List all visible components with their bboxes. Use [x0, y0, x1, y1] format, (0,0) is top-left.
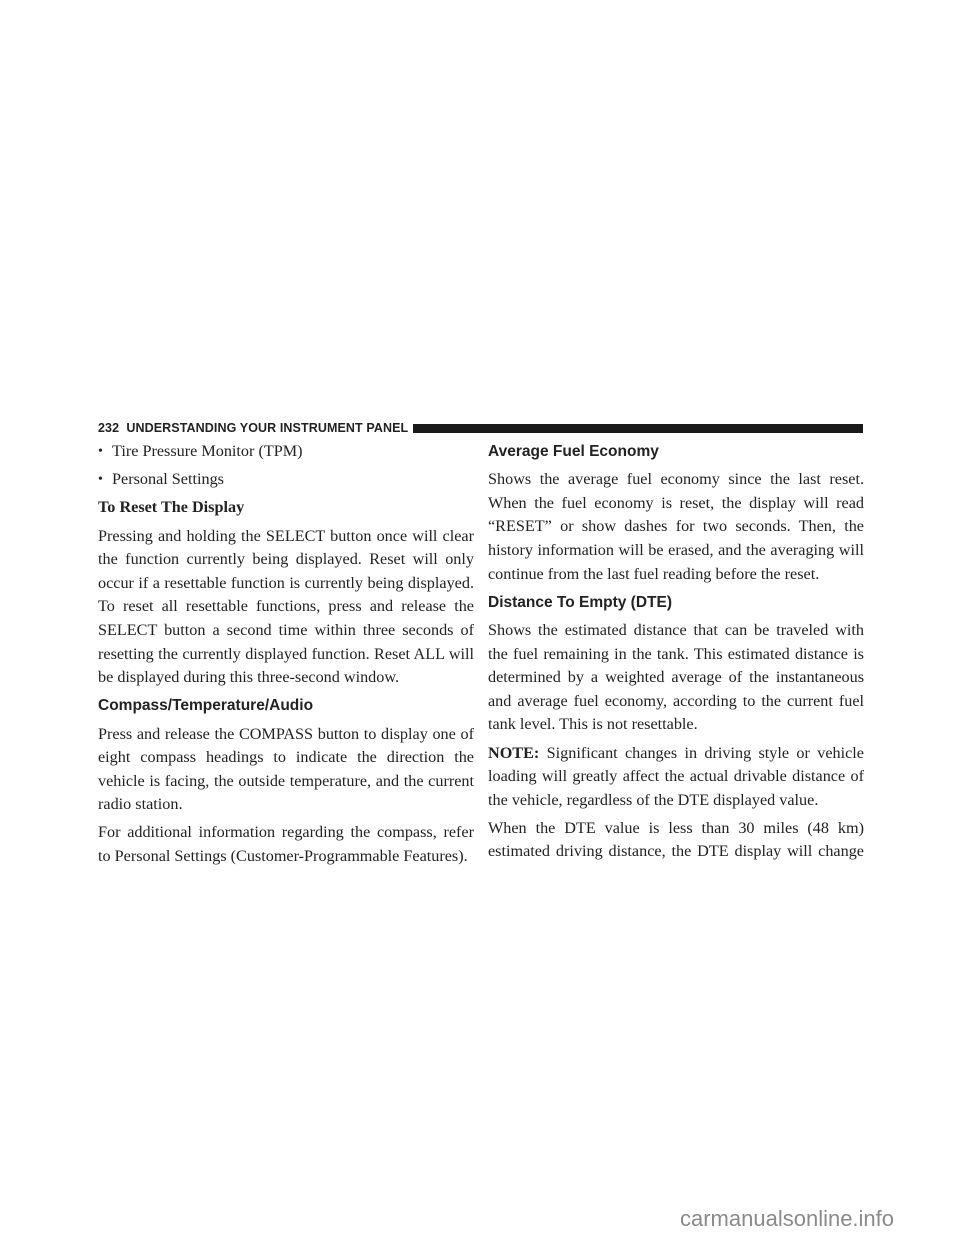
text-line: be displayed during this three-second window.: [98, 668, 400, 687]
text-line: continue from the last fuel reading before the reset.: [488, 564, 820, 583]
compass-paragraph: [98, 723, 474, 817]
watermark: carmanualsonline.info: [680, 1206, 895, 1231]
distance-to-empty-heading: Distance To Empty (DTE): [488, 593, 673, 611]
note-text: Significant changes in driving style or vehicle: [546, 743, 864, 762]
text-line: “RESET” or show dashes for two seconds. Then, the: [488, 517, 864, 536]
text-line: When the fuel economy is reset, the display will read: [488, 493, 864, 512]
bullet-icon: •: [98, 444, 103, 459]
compass-info-paragraph: [98, 821, 474, 868]
page-number: 232: [98, 421, 120, 435]
text-line: Shows the average fuel economy since the last reset.: [488, 470, 864, 489]
text-line: To reset all resettable functions, press and release the: [98, 597, 474, 616]
text-line: SELECT button a second time within three seconds of: [98, 620, 474, 639]
reset-display-heading: To Reset The Display: [98, 498, 245, 517]
text-line: the function currently being displayed. Reset will only: [98, 550, 474, 569]
text-line: When the DTE value is less than 30 miles (48 km): [488, 818, 864, 837]
dte-low-paragraph: [488, 817, 864, 864]
text-line: history information will be erased, and the averaging will: [488, 540, 864, 559]
dte-paragraph: [488, 619, 864, 737]
list-item-text: Personal Settings: [112, 470, 224, 489]
text-line: For additional information regarding the compass, refer: [98, 823, 474, 842]
list-item: [98, 468, 474, 492]
text-line: estimated driving distance, the DTE display will change: [488, 842, 864, 861]
text-line: and average fuel economy, according to the current fuel: [488, 691, 864, 710]
text-line: resetting the currently displayed function. Reset ALL will: [98, 644, 474, 663]
compass-heading: Compass/Temperature/Audio: [98, 697, 314, 715]
list-item: [98, 440, 474, 464]
note-label: NOTE:: [488, 743, 540, 762]
reset-paragraph: [98, 525, 474, 690]
text-line: eight compass headings to indicate the direction the: [98, 748, 474, 767]
text-line: [488, 742, 864, 766]
bullet-icon: •: [98, 472, 103, 488]
header-rule: [413, 424, 863, 433]
text-line: Press and release the COMPASS button to display one of: [98, 724, 474, 743]
note-paragraph: [488, 742, 864, 813]
text-line: Shows the estimated distance that can be traveled with: [488, 620, 864, 639]
text-line: determined by a weighted average of the instantaneous: [488, 668, 864, 687]
section-title: UNDERSTANDING YOUR INSTRUMENT PANEL: [126, 421, 409, 435]
text-line: tank level. This is not resettable.: [488, 715, 698, 734]
afe-paragraph: [488, 468, 864, 586]
text-line: Pressing and holding the SELECT button once will clear: [98, 526, 474, 545]
text-line: loading will greatly affect the actual drivable distance of: [488, 767, 864, 786]
average-fuel-economy-heading: Average Fuel Economy: [488, 443, 659, 460]
right-column: [488, 440, 864, 869]
page-header-text: [98, 421, 408, 435]
list-item-text: Tire Pressure Monitor (TPM): [112, 442, 303, 460]
page-header: [98, 420, 863, 436]
left-column: [98, 440, 474, 873]
text-line: the fuel remaining in the tank. This estimated distance is: [488, 644, 864, 663]
text-line: to Personal Settings (Customer-Programmable Features).: [98, 847, 468, 866]
text-line: the vehicle, regardless of the DTE displayed value.: [488, 790, 819, 809]
text-line: vehicle is facing, the outside temperature, and the current: [98, 771, 474, 790]
text-line: radio station.: [98, 795, 183, 814]
text-line: occur if a resettable function is currently being displayed.: [98, 573, 474, 592]
